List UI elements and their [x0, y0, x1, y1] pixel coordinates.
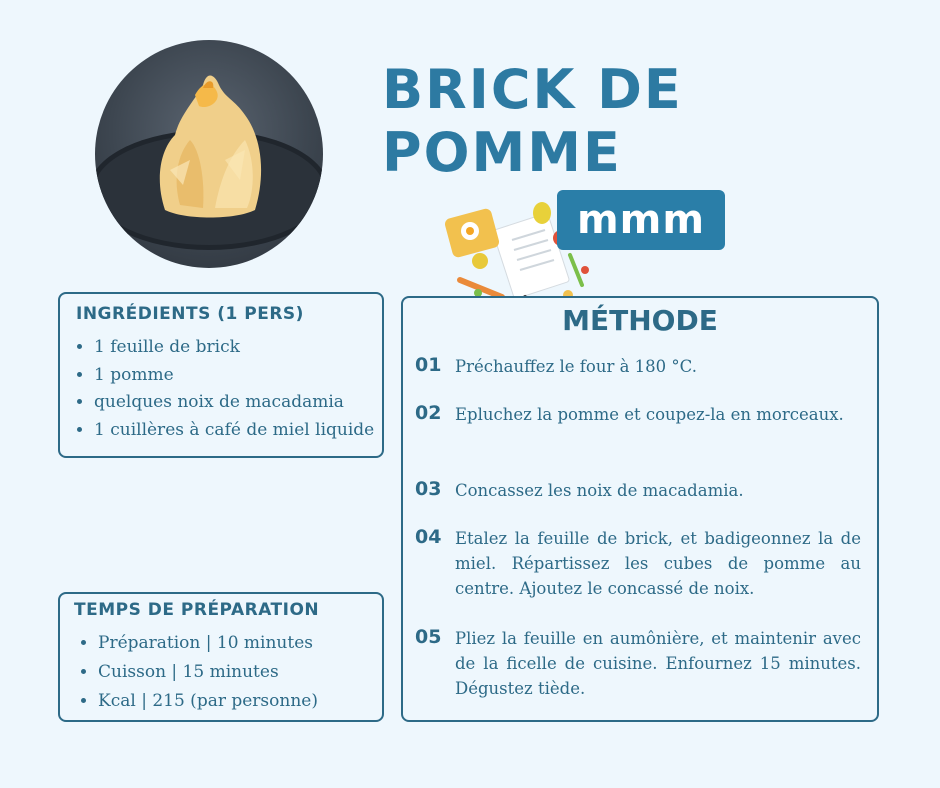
method-title: MÉTHODE	[562, 304, 718, 337]
mmm-badge: mmm	[557, 190, 725, 250]
step-text: Epluchez la pomme et coupez-la en morceaux.	[455, 405, 844, 424]
prep-time-item: • Préparation | 10 minutes	[98, 629, 318, 658]
ingredients-title: INGRÉDIENTS (1 PERS)	[76, 304, 304, 324]
ingredients-box	[58, 292, 384, 458]
ingredients-list	[94, 334, 374, 444]
step-text: Pliez la feuille en aumônière, et maintenir avec de la ficelle de cuisine. Enfournez 15 minutes. Dégustez tiède.	[455, 629, 861, 698]
step-text: Etalez la feuille de brick, et badigeonnez la de miel. Répartissez les cubes de pomme au centre. Ajoutez le concassé de noix.	[455, 529, 861, 598]
step-number: 01	[415, 354, 442, 376]
prep-time-box	[58, 592, 384, 722]
dish-photo	[95, 40, 323, 268]
prep-time-item: • Kcal | 215 (par personne)	[98, 687, 318, 716]
prep-time-list	[98, 629, 318, 716]
step-number: 02	[415, 402, 442, 424]
step-text: Concassez les noix de macadamia.	[455, 481, 744, 500]
step-number: 03	[415, 478, 442, 500]
prep-time-item: • Cuisson | 15 minutes	[98, 658, 318, 687]
ingredient-item: • 1 cuillères à café de miel liquide	[94, 417, 374, 445]
ingredient-item: • quelques noix de macadamia	[94, 389, 374, 417]
brick-pastry-illustration	[95, 40, 323, 268]
ingredient-item: • 1 feuille de brick	[94, 334, 374, 362]
ingredient-item: • 1 pomme	[94, 362, 374, 390]
recipe-title: BRICK DE POMME	[382, 58, 683, 184]
step-text: Préchauffez le four à 180 °C.	[455, 357, 697, 376]
method-box	[401, 296, 879, 722]
step-number: 04	[415, 526, 442, 548]
prep-time-title: TEMPS DE PRÉPARATION	[74, 600, 320, 620]
step-number: 05	[415, 626, 442, 648]
